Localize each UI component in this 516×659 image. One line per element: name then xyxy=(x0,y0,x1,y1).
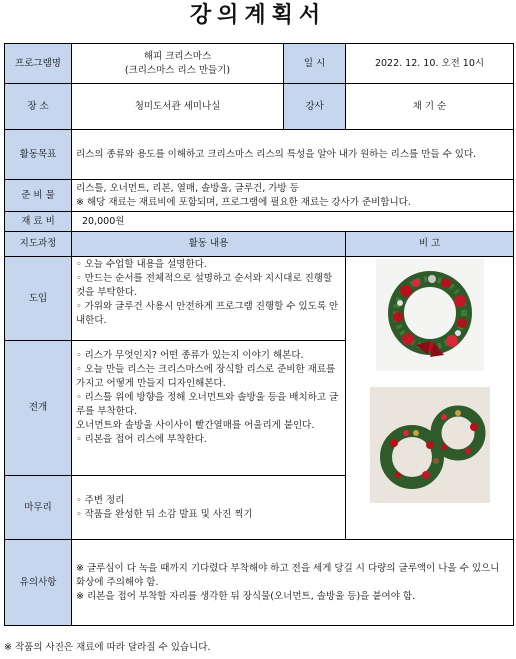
venue-value: 청미도서관 세미나실 xyxy=(72,84,284,130)
program-row xyxy=(5,44,514,84)
program-name-line2: (크리스마스 리스 만들기) xyxy=(124,64,231,76)
develop-item: ◦ 리스틀 위에 방향을 정해 오너먼트와 솔방울 등을 배치하고 글루를 부착한다. xyxy=(76,392,339,417)
venue-label: 장 소 xyxy=(5,84,72,130)
prep-note: ※ 해당 재료는 재료비에 포함되며, 프로그램에 필요한 재료는 강사가 준비합니다. xyxy=(76,196,411,208)
develop-content xyxy=(72,341,346,476)
develop-label: 전개 xyxy=(5,341,72,476)
close-label: 마무리 xyxy=(5,476,72,540)
venue-row xyxy=(5,84,514,130)
instructor-label: 강사 xyxy=(284,84,346,130)
goal-label: 활동목표 xyxy=(5,130,72,180)
process-header: 지도과정 xyxy=(5,232,72,257)
photo-footnote: ※ 작품의 사진은 재료에 따라 달라질 수 있습니다. xyxy=(4,642,211,653)
close-item: ◦ 주변 정리 xyxy=(76,494,125,506)
intro-item: ◦ 만드는 순서를 전체적으로 설명하고 순서와 지시대로 진행할 것을 부탁한다. xyxy=(76,273,333,298)
program-name-cell xyxy=(72,44,284,84)
intro-item: ◦ 가위와 글루건 사용시 안전하게 프로그램 진행할 수 있도록 안내한다. xyxy=(76,301,339,326)
date-value: 2022. 12. 10. 오전 10시 xyxy=(346,44,514,84)
intro-label: 도입 xyxy=(5,257,72,341)
intro-item: ◦ 오늘 수업할 내용을 설명한다. xyxy=(76,259,207,270)
close-item: ◦ 작품을 완성한 뒤 소감 발표 및 사진 찍기 xyxy=(76,508,253,520)
photo-note-cell xyxy=(346,257,514,540)
document-title: 강의계획서 xyxy=(189,2,327,28)
fee-value: 20,000원 xyxy=(72,212,514,232)
intro-content xyxy=(72,257,346,341)
develop-item: ◦ 오늘 만들 리스는 크리스마스에 장식할 리스로 준비한 재료를 가지고 어떻게 만들지 디자인해본다. xyxy=(76,364,336,389)
caution-item: ※ 리본을 접어 부착할 자리를 생각한 뒤 장식물(오너먼트, 솔방울 등)을 붙여야 함. xyxy=(76,590,416,602)
prep-row xyxy=(5,180,514,212)
fee-label: 재 료 비 xyxy=(5,212,72,232)
caution-item: ※ 글루심이 다 녹을 때까지 기다렸다 부착해야 하고 전을 세게 당길 시 다량의 글루액이 나올 수 있으니 화상에 주의해야 함. xyxy=(76,562,500,588)
prep-cell xyxy=(72,180,514,212)
wreath-photo-2 xyxy=(370,387,490,503)
close-content xyxy=(72,476,346,540)
instructor-value: 채 기 순 xyxy=(346,84,514,130)
program-name-line1: 해피 크리스마스 xyxy=(143,50,212,62)
fee-row xyxy=(5,212,514,232)
prep-label: 준 비 물 xyxy=(5,180,72,212)
stage-header-row xyxy=(5,232,514,257)
goal-text: 리스의 종류와 용도를 이해하고 크리스마스 리스의 특성을 알아 내가 원하는 리스를 만들 수 있다. xyxy=(72,130,514,180)
prep-items: 리스틀, 오너먼트, 리본, 열매, 솔방울, 글루건, 가방 등 xyxy=(76,182,299,194)
caution-content xyxy=(72,540,514,626)
wreath-photo-1 xyxy=(376,259,484,371)
note-header: 비 고 xyxy=(346,232,514,257)
intro-row xyxy=(5,257,514,341)
develop-item: ◦ 리스가 무엇인지? 어떤 종류가 있는지 이야기 해본다. xyxy=(76,350,304,361)
caution-label: 유의사항 xyxy=(5,540,72,626)
develop-item: ◦ 리본을 접어 리스에 부착한다. xyxy=(76,434,207,445)
caution-row xyxy=(5,540,514,626)
program-label: 프로그램명 xyxy=(5,44,72,84)
date-label: 일 시 xyxy=(284,44,346,84)
develop-item: 오너먼트와 솔방울 사이사이 빨간열매를 어울리게 붙인다. xyxy=(76,420,315,431)
activity-header: 활동 내용 xyxy=(72,232,346,257)
goal-row xyxy=(5,130,514,180)
lesson-plan-table xyxy=(4,43,514,626)
